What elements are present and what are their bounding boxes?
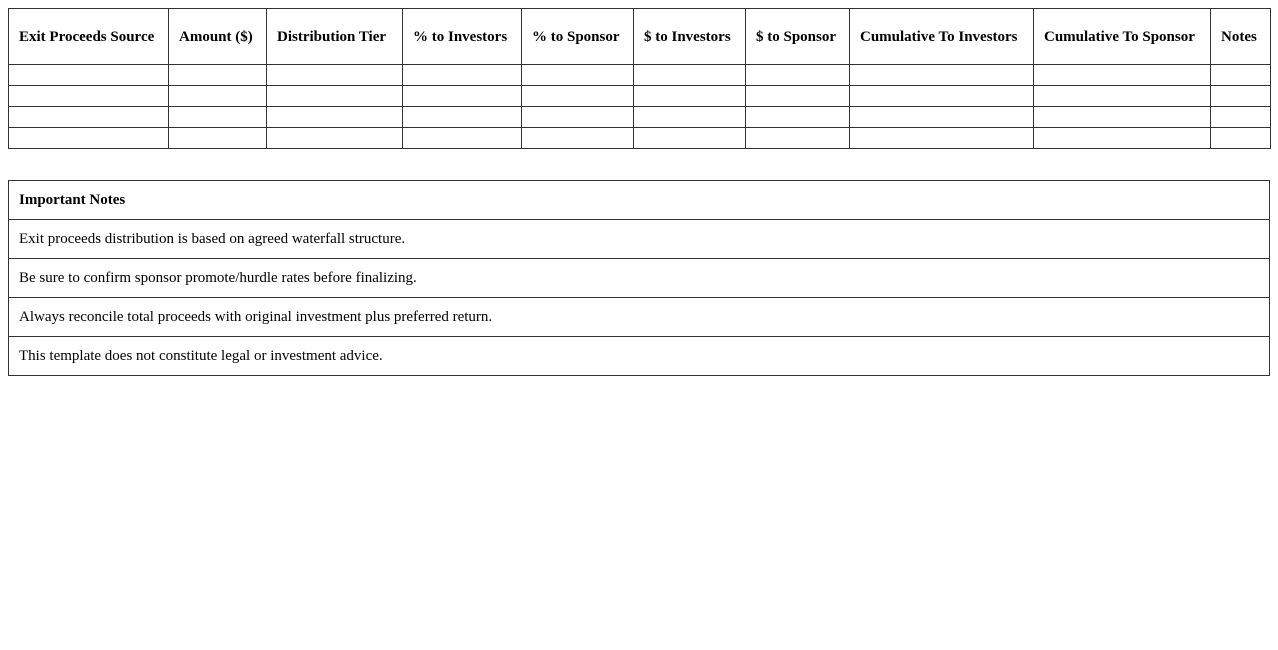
- notes-header-row: [9, 181, 1270, 220]
- table-cell[interactable]: [522, 128, 634, 149]
- table-cell[interactable]: [850, 107, 1034, 128]
- table-cell[interactable]: [267, 107, 403, 128]
- column-header: Exit Proceeds Source: [9, 9, 169, 65]
- table-cell[interactable]: [403, 86, 522, 107]
- table-cell[interactable]: [634, 128, 746, 149]
- table-cell[interactable]: [267, 128, 403, 149]
- table-row: [9, 128, 1271, 149]
- table-cell[interactable]: [522, 107, 634, 128]
- notes-title: Important Notes: [9, 181, 1270, 220]
- table-cell[interactable]: [746, 128, 850, 149]
- note-text: Exit proceeds distribution is based on agreed waterfall structure.: [9, 220, 1270, 259]
- column-header: $ to Investors: [634, 9, 746, 65]
- table-cell[interactable]: [169, 128, 267, 149]
- table-cell[interactable]: [403, 128, 522, 149]
- table-cell[interactable]: [1034, 107, 1211, 128]
- note-row: [9, 220, 1270, 259]
- table-cell[interactable]: [746, 107, 850, 128]
- table-cell[interactable]: [1211, 107, 1271, 128]
- table-cell[interactable]: [850, 86, 1034, 107]
- note-text: Be sure to confirm sponsor promote/hurdle rates before finalizing.: [9, 259, 1270, 298]
- table-cell[interactable]: [634, 107, 746, 128]
- table-cell[interactable]: [169, 86, 267, 107]
- note-row: [9, 337, 1270, 376]
- column-header: Distribution Tier: [267, 9, 403, 65]
- table-cell[interactable]: [1211, 65, 1271, 86]
- table-cell[interactable]: [9, 107, 169, 128]
- table-cell[interactable]: [267, 86, 403, 107]
- table-cell[interactable]: [850, 128, 1034, 149]
- column-header: % to Investors: [403, 9, 522, 65]
- table-cell[interactable]: [1034, 128, 1211, 149]
- note-text: Always reconcile total proceeds with original investment plus preferred return.: [9, 298, 1270, 337]
- table-cell[interactable]: [746, 86, 850, 107]
- column-header: % to Sponsor: [522, 9, 634, 65]
- important-notes-table: [8, 180, 1270, 376]
- table-header-row: [9, 9, 1271, 65]
- note-row: [9, 298, 1270, 337]
- table-cell[interactable]: [1034, 65, 1211, 86]
- table-cell[interactable]: [1034, 86, 1211, 107]
- table-cell[interactable]: [169, 65, 267, 86]
- table-row: [9, 86, 1271, 107]
- table-cell[interactable]: [9, 65, 169, 86]
- waterfall-distribution-table: [8, 8, 1271, 149]
- table-cell[interactable]: [1211, 86, 1271, 107]
- column-header: $ to Sponsor: [746, 9, 850, 65]
- table-cell[interactable]: [9, 128, 169, 149]
- table-cell[interactable]: [169, 107, 267, 128]
- column-header: Cumulative To Sponsor: [1034, 9, 1211, 65]
- table-cell[interactable]: [9, 86, 169, 107]
- table-cell[interactable]: [634, 86, 746, 107]
- table-cell[interactable]: [746, 65, 850, 86]
- table-cell[interactable]: [850, 65, 1034, 86]
- note-row: [9, 259, 1270, 298]
- table-cell[interactable]: [634, 65, 746, 86]
- table-row: [9, 65, 1271, 86]
- table-cell[interactable]: [403, 107, 522, 128]
- column-header: Amount ($): [169, 9, 267, 65]
- table-cell[interactable]: [522, 86, 634, 107]
- note-text: This template does not constitute legal or investment advice.: [9, 337, 1270, 376]
- table-cell[interactable]: [1211, 128, 1271, 149]
- column-header: Cumulative To Investors: [850, 9, 1034, 65]
- table-cell[interactable]: [522, 65, 634, 86]
- table-cell[interactable]: [267, 65, 403, 86]
- column-header: Notes: [1211, 9, 1271, 65]
- table-row: [9, 107, 1271, 128]
- table-cell[interactable]: [403, 65, 522, 86]
